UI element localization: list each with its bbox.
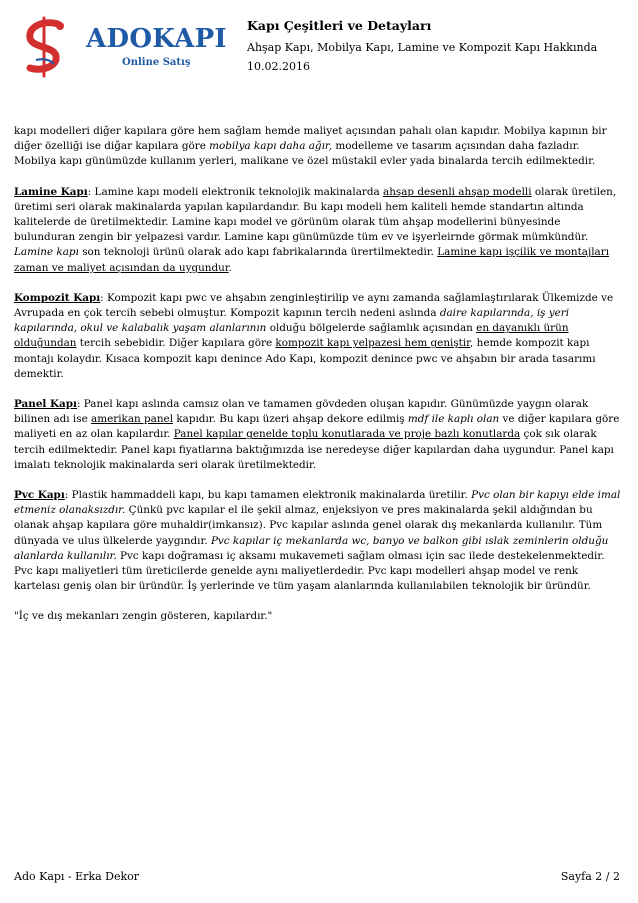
panel-paragraph xyxy=(14,397,622,473)
panel-text-2: kapıdır. Bu kapı üzeri ahşap dekore edilmiş xyxy=(173,413,408,426)
pvc-emphasis-1: Pvc olan bir kapıyı elde imal etmeniz olanaksızdır. xyxy=(14,489,621,517)
kompozit-text-2: olduğu bölgelerde sağlamlık açısından xyxy=(266,322,477,335)
page-number: Sayfa 2 / 2 xyxy=(560,870,620,883)
intro-text-2: modelleme ve tasarım açısından daha fazladır. Mobilya kapı günümüzde kullanım yerleri, malikane ve özel müstakil evler yada binalarda tercih edilmektedir. xyxy=(14,140,596,168)
panel-label: Panel Kapı xyxy=(14,398,77,411)
lamine-underline-1: ahşap desenli ahşap modelli xyxy=(383,185,532,198)
document-subtitle: Ahşap Kapı, Mobilya Kapı, Lamine ve Kompozit Kapı Hakkında xyxy=(247,41,598,54)
logo-subtitle: Online Satış xyxy=(122,57,191,68)
pvc-text-3: Pvc kapı doğraması iç aksamı mukavemeti sağlam olması için sac ilede destekelenmektedir. Pvc kapı maliyetleri tüm üreticilerde genelde aynı maliyetlerdedir. Pvc kapı modelleri ahşap model ve renk kartelası geniş olan bir üründür. İş yerlerinde ve tüm yaşam alanlarında kullanılabilen teknolojik bir üründür. xyxy=(14,549,605,593)
lamine-text-2: olarak üretilen, üretimi seri olarak makinalarda yapılan kapılardandır. Bu kapı modeli hem kaliteli hemde standartın altında kalitelerde de üretilmektedir. Lamine kapı model ve görünüm olarak tüm ahşap modellerini bünyesinde bulunduran zengin bir yelpazesi vardır. Lamine kapı günümüzde tüm ev ve işyerleirnde görmak mümkündür. xyxy=(14,185,617,244)
kompozit-emphasis: daire kapılarında, iş yeri kapılarında, okul ve kalabalık yaşam alanlarının xyxy=(14,307,570,335)
footer-company: Ado Kapı - Erka Dekor xyxy=(14,870,140,883)
lamine-text-4: . xyxy=(228,261,232,274)
pvc-text-2: Çünkü pvc kapılar el ile şekil almaz, enjeksiyon ve pres makinalarda şekil aldığından bu olanak ahşap kapılara göre muhaldir(imkansız). Pvc kapılar aslında genel olarak dış mekanlarda kullanılır. Tüm dünyada ve ulus ülkelerde yaygındır. xyxy=(14,504,603,547)
pvc-emphasis-2: Pvc kapılar iç mekanlarda wc, banyo ve balkon gibi ıslak zeminlerin olduğu alanlarda kullanılır. xyxy=(14,534,609,562)
panel-underline-2: Panel kapılar genelde toplu konutlarada ve proje bazlı konutlarda xyxy=(173,428,521,441)
intro-paragraph xyxy=(14,124,622,170)
lamine-paragraph xyxy=(14,185,622,276)
closing-quote: "İç ve dış mekanları zengin gösteren, kapılardır." xyxy=(14,610,273,623)
kompozit-label: Kompozit Kapı xyxy=(14,291,101,304)
pvc-label: Pvc Kapı xyxy=(14,489,65,502)
kompozit-underline-1: en dayanıklı ürün olduğundan xyxy=(14,322,569,350)
kompozit-text-4: , hemde kompozit kapı montajı kolaydır. Kısaca kompozit kapı denince Ado Kapı, kompozit denince pwc ve ahşabın bir arada tasarımı demektir. xyxy=(14,337,596,380)
lamine-underline-2: Lamine kapı işçilik ve montajları zaman ve maliyet açısından da uygundur xyxy=(14,246,610,274)
lamine-text-1: : Lamine kapı modeli elektronik teknolojik makinalarda xyxy=(87,185,384,198)
lamine-emphasis: Lamine kapı xyxy=(14,246,79,259)
panel-text-4: çok sık olarak tercih edilmektedir. Panel kapı fiyatlarına baktığımızda ise neredeyse diğer kapılardan daha uygundur. Panel kapı imalatı teknolojik makinalarda seri olarak üretilmektedir. xyxy=(14,428,614,471)
panel-emphasis: mdf ile kaplı olan xyxy=(407,413,500,426)
kompozit-underline-2: kompozit kapı yelpazesi hem geniştir xyxy=(275,337,471,350)
kompozit-text-3: tercih sebebidir. Diğer kapılara göre xyxy=(76,337,276,350)
panel-text-3: ve diğer kapılara göre maliyeti en az olan kapılardır. xyxy=(14,413,620,441)
brand-logo xyxy=(14,14,240,80)
kompozit-paragraph xyxy=(14,291,622,382)
intro-emphasis: mobilya kapı daha ağır, xyxy=(209,140,333,153)
pvc-paragraph xyxy=(14,488,622,594)
page-header xyxy=(0,0,638,90)
kompozit-text-1: : Kompozit kapı pwc ve ahşabın zenginleştirilip ve aynı zamanda sağlamlaştırılarak Ülkemizde ve Avrupada en çok tercih sebebi olmuştur. Kompozit kapının tercih nedeni aslında xyxy=(14,291,614,320)
pvc-text-1: : Plastik hammaddeli kapı, bu kapı tamamen elektronik makinalarda üretilir. xyxy=(64,489,472,502)
document-date: 10.02.2016 xyxy=(247,60,310,73)
intro-text-1: kapı modelleri diğer kapılara göre hem sağlam hemde maliyet açısından pahalı olan kapıdır. Mobilya kapının bir diğer özelliği ise diğar kapılara göre xyxy=(14,125,607,153)
lamine-text-3: son teknoloji ürünü olarak ado kapı fabrikalarında ürertilmektedir. xyxy=(78,246,438,259)
document-body xyxy=(14,124,622,640)
panel-underline-1: amerikan panel xyxy=(91,413,174,426)
panel-text-1: : Panel kapı aslında camsız olan ve tamamen gövdeden oluşan kapıdır. Günümüzde yaygın olarak bilinen adı ise xyxy=(14,398,589,426)
document-title: Kapı Çeşitleri ve Detayları xyxy=(247,18,432,33)
logo-wordmark: ADOKAPI xyxy=(86,24,227,54)
lamine-label: Lamine Kapı xyxy=(14,185,88,198)
